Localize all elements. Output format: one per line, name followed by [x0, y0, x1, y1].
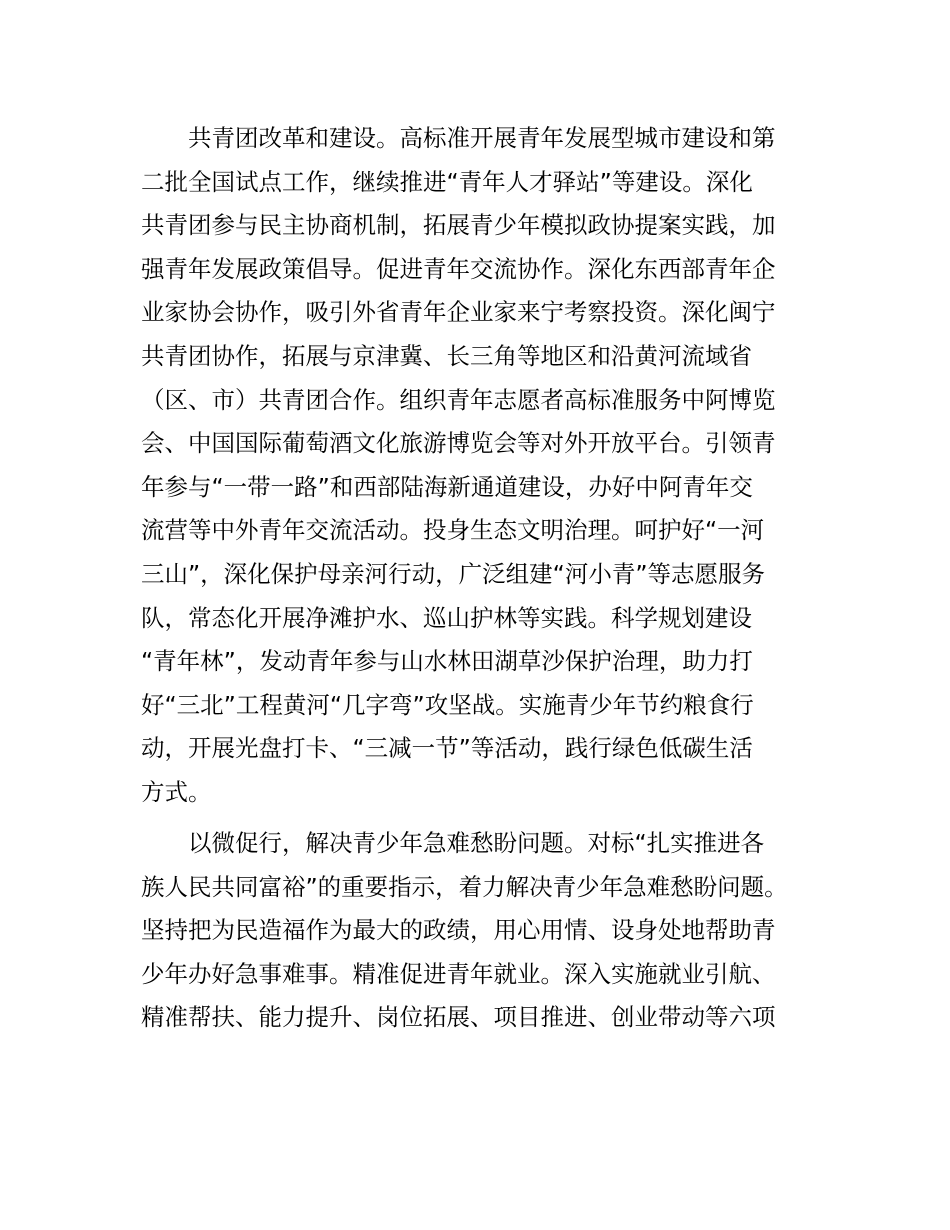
text-line: 精准帮扶、能力提升、岗位拓展、项目推进、创业带动等六项 [141, 1003, 776, 1032]
text-line: 方式。 [141, 777, 212, 806]
text-line: 共青团参与民主协商机制，拓展青少年模拟政协提案实践，加 [141, 211, 776, 240]
text-line: 动，开展光盘打卡、“三减一节”等活动，践行绿色低碳生活 [141, 734, 753, 763]
text-line: 二批全国试点工作，继续推进“青年人才驿站”等建设。深化 [141, 167, 753, 196]
paragraph [141, 117, 811, 815]
text-line: 会、中国国际葡萄酒文化旅游博览会等对外开放平台。引领青 [141, 429, 776, 458]
text-line: 坚持把为民造福作为最大的政绩，用心用情、设身处地帮助青 [141, 916, 776, 945]
text-line: 共青团协作，拓展与京津冀、长三角等地区和沿黄河流域省 [141, 341, 752, 370]
text-line: （区、市）共青团合作。组织青年志愿者高标准服务中阿博览 [141, 385, 776, 414]
text-line: “青年林”，发动青年参与山水林田湖草沙保护治理，助力打 [141, 647, 753, 676]
text-line: 以微促行，解决青少年急难愁盼问题。对标“扎实推进各 [141, 829, 765, 857]
text-line: 族人民共同富裕”的重要指示，着力解决青少年急难愁盼问题。 [141, 872, 788, 901]
text-line: 队，常态化开展净滩护水、巡山护林等实践。科学规划建设 [141, 603, 752, 632]
text-line: 好“三北”工程黄河“几字弯”攻坚战。实施青少年节约粮食行 [141, 690, 754, 719]
text-line: 少年办好急事难事。精准促进青年就业。深入实施就业引航、 [141, 959, 776, 988]
text-line: 三山”，深化保护母亲河行动，广泛组建“河小青”等志愿服务 [141, 559, 766, 588]
text-line: 强青年发展政策倡导。促进青年交流协作。深化东西部青年企 [141, 254, 776, 283]
text-line: 年参与“一带一路”和西部陆海新通道建设，办好中阿青年交 [141, 472, 753, 501]
text-line: 流营等中外青年交流活动。投身生态文明治理。呵护好“一河 [141, 516, 765, 545]
paragraph [141, 822, 811, 1040]
text-line: 业家协会协作，吸引外省青年企业家来宁考察投资。深化闽宁 [141, 298, 776, 327]
text-line: 共青团改革和建设。高标准开展青年发展型城市建设和第 [141, 124, 776, 152]
